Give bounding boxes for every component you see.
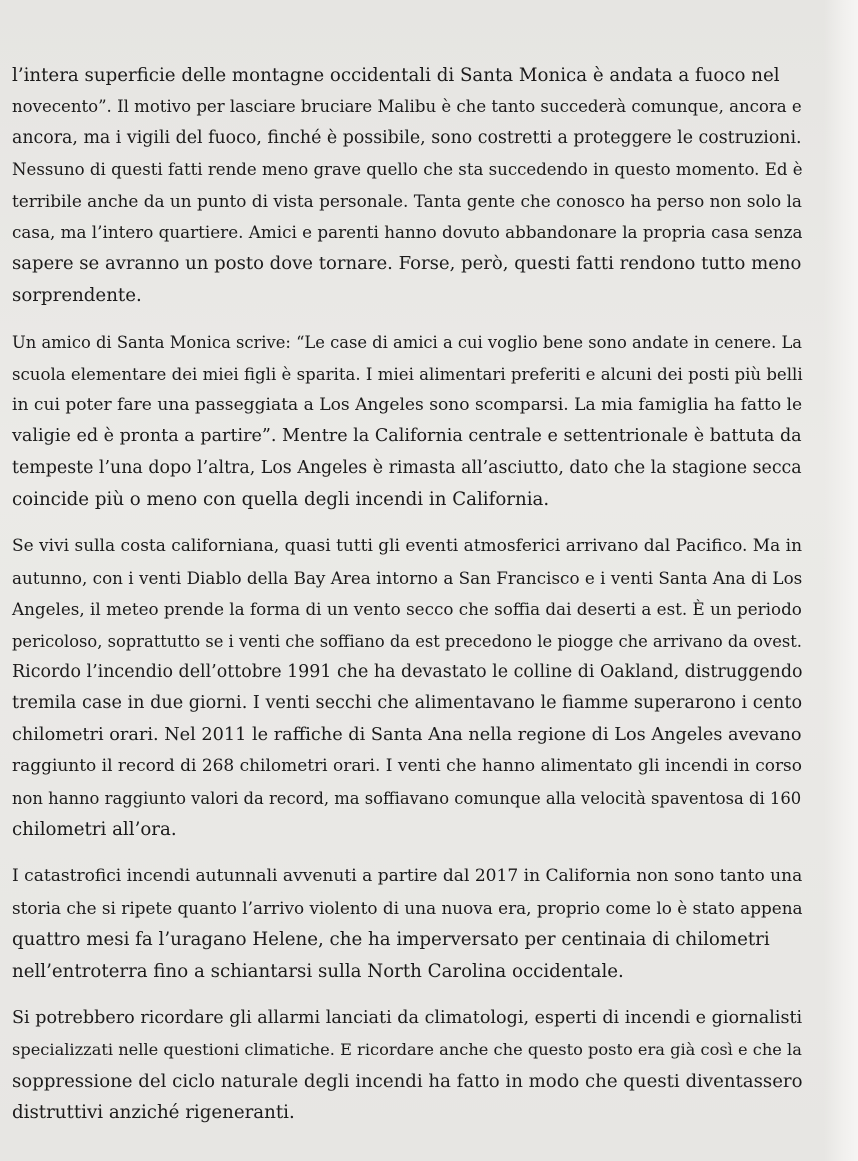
- text-line: Se vivi sulla costa californiana, quasi tutti gli eventi atmosferici arrivano dal Pacifico. Ma in: [12, 536, 803, 557]
- text-line: casa, ma l’intero quartiere. Amici e parenti hanno dovuto abbandonare la propria casa senza: [12, 221, 803, 242]
- paragraph-2: [12, 327, 802, 515]
- text-line: valigie ed è pronta a partire”. Mentre la California centrale e settentrionale è battuta da: [12, 426, 802, 447]
- text-line: coincide più o meno con quella degli incendi in California.: [12, 489, 550, 511]
- text-line: raggiunto il record di 268 chilometri orari. I venti che hanno alimentato gli incendi in corso: [12, 756, 802, 777]
- text-line: storia che si ripete quanto l’arrivo violento di una nuova era, proprio come lo è stato appena: [12, 897, 803, 918]
- text-line: Un amico di Santa Monica scrive: “Le case di amici a cui voglio bene sono andate in cenere. La: [12, 333, 803, 353]
- text-line: Nessuno di questi fatti rende meno grave quello che sta succedendo in questo momento. Ed è: [12, 160, 803, 180]
- text-line: Ricordo l’incendio dell’ottobre 1991 che ha devastato le colline di Oakland, distruggendo: [12, 662, 803, 683]
- text-line: sapere se avranno un posto dove tornare. Forse, però, questi fatti rendono tutto meno: [12, 253, 802, 275]
- text-line: in cui poter fare una passeggiata a Los Angeles sono scomparsi. La mia famiglia ha fatto le: [12, 394, 803, 415]
- text-line: quattro mesi fa l’uragano Helene, che ha imperversato per centinaia di chilometri: [12, 929, 770, 951]
- text-line: chilometri orari. Nel 2011 le raffiche di Santa Ana nella regione di Los Angeles avevano: [12, 724, 802, 745]
- text-line: soppressione del ciclo naturale degli incendi ha fatto in modo che questi diventassero: [12, 1070, 803, 1092]
- text-line: nell’entroterra fino a schiantarsi sulla North Carolina occidentale.: [12, 960, 624, 982]
- text-line: chilometri all’ora.: [12, 818, 177, 840]
- text-line: distruttivi anziché rigeneranti.: [12, 1102, 295, 1124]
- text-line: tempeste l’una dopo l’altra, Los Angeles è rimasta all’asciutto, dato che la stagione secca: [12, 457, 802, 478]
- paragraph-4: [12, 861, 802, 987]
- article-body: [12, 60, 802, 1145]
- text-line: l’intera superficie delle montagne occidentali di Santa Monica è andata a fuoco nel: [12, 65, 780, 86]
- text-line: sorprendente.: [12, 284, 142, 306]
- text-line: ancora, ma i vigili del fuoco, finché è possibile, sono costretti a proteggere le costruzioni.: [12, 127, 802, 148]
- text-line: specializzati nelle questioni climatiche. E ricordare anche che questo posto era già così e che la: [12, 1040, 802, 1060]
- text-line: Si potrebbero ricordare gli allarmi lanciati da climatologi, esperti di incendi e giornalisti: [12, 1007, 803, 1028]
- paragraph-5: [12, 1003, 802, 1129]
- text-line: tremila case in due giorni. I venti secchi che alimentavano le fiamme superarono i cento: [12, 693, 803, 714]
- paragraph-3: [12, 531, 802, 845]
- text-line: I catastrofici incendi autunnali avvenuti a partire dal 2017 in California non sono tanto una: [12, 866, 803, 887]
- text-line: non hanno raggiunto valori da record, ma soffiavano comunque alla velocità spaventosa di 160: [12, 788, 802, 808]
- paragraph-1: [12, 60, 802, 311]
- text-line: pericoloso, soprattutto se i venti che soffiano da est precedono le piogge che arrivano da ovest.: [12, 631, 802, 651]
- page-edge-shadow: [824, 0, 858, 1161]
- text-line: scuola elementare dei miei figli è sparita. I miei alimentari preferiti e alcuni dei posti più belli: [12, 364, 803, 384]
- text-line: terribile anche da un punto di vista personale. Tanta gente che conosco ha perso non solo la: [12, 190, 802, 211]
- text-line: Angeles, il meteo prende la forma di un vento secco che soffia dai deserti a est. È un periodo: [12, 599, 802, 620]
- text-line: autunno, con i venti Diablo della Bay Area intorno a San Francisco e i venti Santa Ana di Los: [12, 567, 803, 588]
- text-line: novecento”. Il motivo per lasciare bruciare Malibu è che tanto succederà comunque, ancora e: [12, 97, 802, 117]
